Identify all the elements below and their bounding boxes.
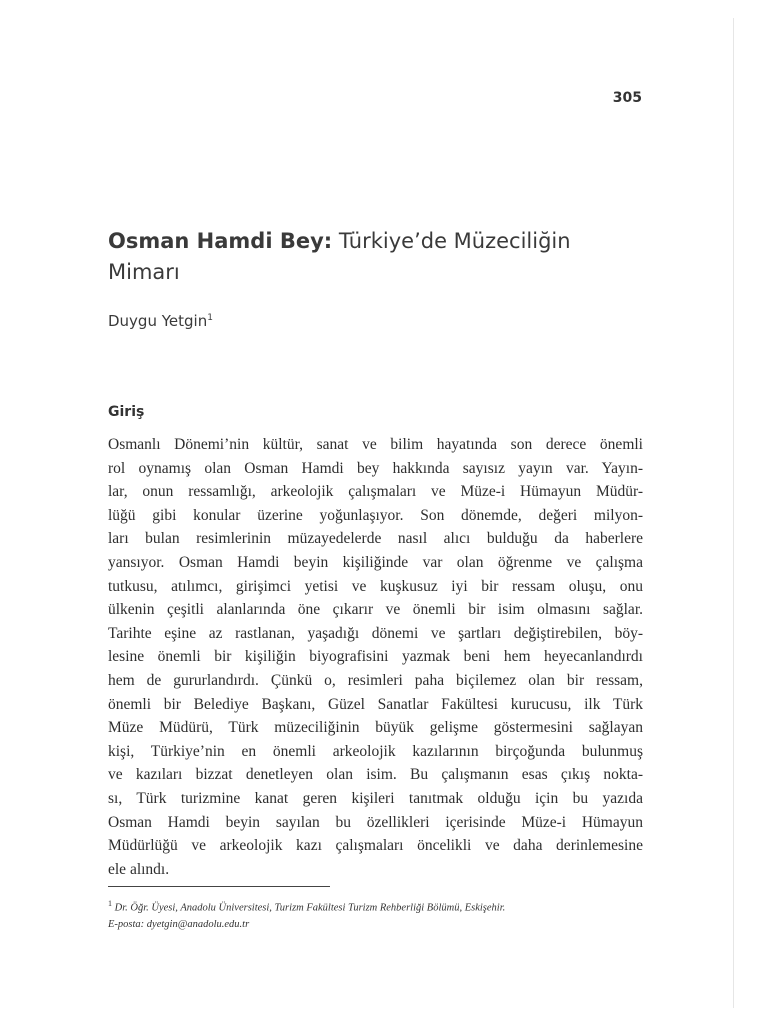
chapter-title-line2: Mimarı	[108, 260, 180, 284]
body-line: hem de gururlandırdı. Çünkü o, resimleri paha biçilemez olan bir ressam,	[108, 671, 643, 689]
body-line: ve kazıları bizzat denetleyen olan isim. Bu çalışmanın esas çıkış nokta-	[108, 766, 643, 784]
body-line: ları bulan resimlerinin müzayedelerde nasıl alıcı bulduğu da haberlere	[108, 530, 643, 548]
body-line: kişi, Türkiye’nin en önemli arkeolojik kazılarının birçoğunda bulunmuş	[108, 742, 643, 760]
body-line: lesine önemli bir kişiliğin biyografisini yazmak beni hem heyecanlandırdı	[108, 648, 643, 666]
author-footnote-mark[interactable]: 1	[207, 313, 213, 323]
body-line: Müze Müdürü, Türk müzeciliğinin büyük gelişme göstermesini sağlayan	[108, 719, 643, 737]
footnote	[108, 896, 648, 933]
body-line: Tarihte eşine az rastlanan, yaşadığı dönemi ve şartları değiştirebilen, böy-	[108, 624, 643, 642]
body-line: önemli bir Belediye Başkanı, Güzel Sanatlar Fakültesi kurucusu, ilk Türk	[108, 695, 643, 713]
chapter-title-bold: Osman Hamdi Bey:	[108, 229, 333, 253]
body-line: rol oynamış olan Osman Hamdi bey hakkında sayısız yayın var. Yayın-	[108, 459, 643, 477]
body-line: Osman Hamdi beyin sayılan bu özellikleri içerisinde Müze-i Hümayun	[108, 813, 643, 831]
body-line: Müdürlüğü ve arkeolojik kazı çalışmaları öncelikli ve daha derinlemesine	[108, 837, 643, 855]
author-name	[108, 312, 213, 330]
body-line: Osmanlı Dönemi’nin kültür, sanat ve bilim hayatında son derece önemli	[108, 436, 643, 453]
chapter-title	[108, 226, 648, 288]
footnote-mark: 1	[108, 899, 112, 908]
body-line: yansıyor. Osman Hamdi beyin kişiliğinde var olan öğrenme ve çalışma	[108, 553, 643, 571]
body-line-last: ele alındı.	[108, 860, 170, 878]
footnote-divider	[108, 886, 330, 887]
page-edge-divider	[733, 18, 734, 1008]
footnote-line1	[108, 896, 648, 917]
footnote-email[interactable]: E-posta: dyetgin@anadolu.edu.tr	[108, 918, 250, 930]
body-line: tutkusu, atılımcı, girişimci yetisi ve kuşkusuz iyi bir ressam oluşu, onu	[108, 577, 643, 595]
section-heading: Giriş	[108, 404, 145, 420]
body-line: lüğü gibi konular üzerine yoğunlaşıyor. Son dönemde, değeri milyon-	[108, 506, 643, 524]
footnote-affiliation: Dr. Öğr. Üyesi, Anadolu Üniversitesi, Turizm Fakültesi Turizm Rehberliği Bölümü, Eskişehir.	[112, 902, 506, 914]
author-name-text: Duygu Yetgin	[108, 312, 208, 330]
body-line: lar, onun ressamlığı, arkeolojik çalışmaları ve Müze-i Hümayun Müdür-	[108, 483, 643, 501]
chapter-title-line1: Türkiye’de Müzeciliğin	[332, 229, 571, 253]
body-paragraph	[108, 433, 643, 881]
body-line: ülkenin çeşitli alanlarında öne çıkarır ve önemli bir isim olmasını sağlar.	[108, 601, 643, 619]
page-number: 305	[612, 90, 642, 106]
body-line: sı, Türk turizmine kanat geren kişileri tanıtmak olduğu için bu yazıda	[108, 789, 643, 807]
